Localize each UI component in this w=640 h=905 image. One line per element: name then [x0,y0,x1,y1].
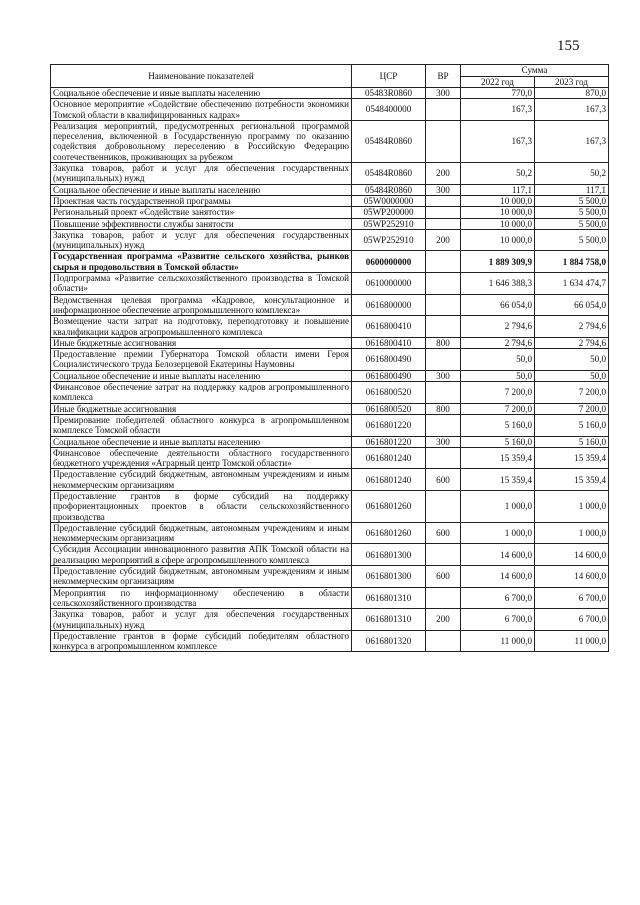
row-amount-2023: 167,3 [535,99,609,121]
row-vr [426,99,461,121]
row-csr: 05WP252910 [352,218,426,229]
row-csr: 0600000000 [352,251,426,273]
row-name: Закупка товаров, работ и услуг для обеспечения государственных (муниципальных) нужд [51,609,352,631]
row-vr: 800 [426,403,461,414]
row-amount-2022: 14 600,0 [461,544,535,566]
row-vr [426,349,461,371]
row-csr: 05483R0860 [352,88,426,99]
row-csr: 0616800490 [352,349,426,371]
row-amount-2022: 10 000,0 [461,229,535,251]
row-name: Региональный проект «Содействие занятости» [51,207,352,218]
table-row [51,163,609,185]
row-amount-2022: 167,3 [461,120,535,162]
row-name: Предоставление субсидий бюджетным, автономным учреждениям и иным некоммерческим организациям [51,469,352,491]
table-row [51,337,609,348]
table-row [51,469,609,491]
row-amount-2023: 5 500,0 [535,229,609,251]
row-vr [426,414,461,436]
table-row [51,316,609,338]
table-row [51,436,609,447]
row-csr: 0616801240 [352,447,426,469]
row-vr: 200 [426,609,461,631]
row-csr: 0616801220 [352,436,426,447]
row-vr: 300 [426,184,461,195]
row-amount-2023: 117,1 [535,184,609,195]
row-name: Проектная часть государственной программы [51,195,352,206]
row-name: Предоставление субсидий бюджетным, автономным учреждениям и иным некоммерческим организациям [51,566,352,588]
row-name: Финансовое обеспечение деятельности областного государственного бюджетного учреждения «Аграрный центр Томской области» [51,447,352,469]
row-amount-2023: 2 794,6 [535,337,609,348]
row-vr [426,630,461,652]
table-row [51,403,609,414]
row-vr [426,544,461,566]
row-amount-2022: 11 000,0 [461,630,535,652]
row-csr: 0616800410 [352,316,426,338]
row-name: Социальное обеспечение и иные выплаты населению [51,370,352,381]
row-amount-2023: 1 000,0 [535,490,609,522]
row-csr: 0616801220 [352,414,426,436]
row-amount-2023: 50,0 [535,349,609,371]
row-name: Мероприятия по информационному обеспечению в области сельскохозяйственного производства [51,587,352,609]
row-vr [426,251,461,273]
row-vr: 800 [426,337,461,348]
row-csr: 05W0000000 [352,195,426,206]
row-amount-2022: 50,0 [461,370,535,381]
row-amount-2022: 7 200,0 [461,382,535,404]
row-csr: 05WP252910 [352,229,426,251]
row-csr: 0616800520 [352,382,426,404]
row-csr: 0616800490 [352,370,426,381]
row-name: Предоставление премии Губернатора Томской области имени Героя Социалистического труда Белозерцевой Екатерины Наумовны [51,349,352,371]
row-amount-2023: 5 160,0 [535,414,609,436]
row-csr: 0616801320 [352,630,426,652]
row-amount-2022: 10 000,0 [461,207,535,218]
table-row [51,587,609,609]
row-name: Подпрограмма «Развитие сельскохозяйственного производства в Томской области» [51,273,352,295]
row-amount-2023: 6 700,0 [535,609,609,631]
row-amount-2022: 50,2 [461,163,535,185]
table-row [51,370,609,381]
row-amount-2022: 5 160,0 [461,436,535,447]
row-name: Ведомственная целевая программа «Кадровое, консультационное и информационное обеспечение агропромышленного комплекса» [51,294,352,316]
row-csr: 0616801260 [352,522,426,544]
row-csr: 0616801300 [352,566,426,588]
table-row [51,99,609,121]
row-vr [426,382,461,404]
row-vr [426,490,461,522]
row-name: Закупка товаров, работ и услуг для обеспечения государственных (муниципальных) нужд [51,229,352,251]
row-amount-2023: 2 794,6 [535,316,609,338]
row-amount-2022: 1 000,0 [461,522,535,544]
row-vr [426,316,461,338]
row-amount-2023: 50,0 [535,370,609,381]
row-vr: 600 [426,566,461,588]
row-amount-2023: 870,0 [535,88,609,99]
row-name: Иные бюджетные ассигнования [51,337,352,348]
row-name: Иные бюджетные ассигнования [51,403,352,414]
row-csr: 0616801260 [352,490,426,522]
row-csr: 05484R0860 [352,184,426,195]
row-vr [426,207,461,218]
row-amount-2022: 2 794,6 [461,337,535,348]
row-name: Возмещение части затрат на подготовку, переподготовку и повышение квалификации кадров агропромышленного комплекса [51,316,352,338]
row-name: Государственная программа «Развитие сельского хозяйства, рынков сырья и продовольствия в Томской области» [51,251,352,273]
row-amount-2023: 5 160,0 [535,436,609,447]
row-amount-2023: 50,2 [535,163,609,185]
row-vr: 300 [426,88,461,99]
row-amount-2023: 14 600,0 [535,544,609,566]
row-name: Предоставление грантов в форме субсидий на поддержку профориентационных проектов в области сельскохозяйственного производства [51,490,352,522]
header-vr: ВР [426,65,461,88]
row-name: Социальное обеспечение и иные выплаты населению [51,184,352,195]
row-name: Повышение эффективности службы занятости [51,218,352,229]
row-amount-2023: 5 500,0 [535,195,609,206]
table-row [51,490,609,522]
header-csr: ЦСР [352,65,426,88]
row-amount-2022: 5 160,0 [461,414,535,436]
row-vr [426,218,461,229]
row-amount-2023: 1 634 474,7 [535,273,609,295]
row-vr: 600 [426,522,461,544]
row-csr: 05484R0860 [352,163,426,185]
table-row [51,630,609,652]
row-amount-2022: 1 646 388,3 [461,273,535,295]
table-body [51,88,609,652]
row-amount-2023: 15 359,4 [535,447,609,469]
row-vr [426,447,461,469]
table-row [51,273,609,295]
row-amount-2022: 1 889 309,9 [461,251,535,273]
page-number: 155 [557,38,580,54]
row-vr: 200 [426,163,461,185]
row-vr: 600 [426,469,461,491]
row-amount-2022: 50,0 [461,349,535,371]
table-row [51,566,609,588]
header-year-2023: 2023 год [535,76,609,88]
table-row [51,382,609,404]
row-csr: 0616800410 [352,337,426,348]
header-row [51,65,609,77]
row-csr: 05WP200000 [352,207,426,218]
row-vr [426,294,461,316]
row-csr: 0616801310 [352,587,426,609]
table-row [51,195,609,206]
row-amount-2023: 167,3 [535,120,609,162]
row-amount-2023: 6 700,0 [535,587,609,609]
row-amount-2022: 66 054,0 [461,294,535,316]
row-csr: 05484R0860 [352,120,426,162]
row-amount-2023: 11 000,0 [535,630,609,652]
row-amount-2022: 6 700,0 [461,609,535,631]
table-row [51,251,609,273]
row-name: Социальное обеспечение и иные выплаты населению [51,436,352,447]
header-year-2022: 2022 год [461,76,535,88]
row-name: Премирование победителей областного конкурса в агропромышленном комплексе Томской области [51,414,352,436]
row-amount-2022: 117,1 [461,184,535,195]
row-amount-2022: 167,3 [461,99,535,121]
table-row [51,218,609,229]
row-name: Предоставление субсидий бюджетным, автономным учреждениям и иным некоммерческим организациям [51,522,352,544]
row-amount-2023: 66 054,0 [535,294,609,316]
row-name: Реализация мероприятий, предусмотренных региональной программой переселения, включенной в Государственную программу по оказанию содействия добровольному переселению в Российскую Федерацию соотечественников, проживающих за рубежом [51,120,352,162]
row-vr [426,120,461,162]
row-amount-2022: 10 000,0 [461,218,535,229]
table-row [51,447,609,469]
row-vr: 300 [426,370,461,381]
row-name: Основное мероприятие «Содействие обеспечению потребности экономики Томской области в квалифицированных кадрах» [51,99,352,121]
budget-table [50,64,609,652]
header-sum: Сумма [461,65,609,77]
row-csr: 0616801240 [352,469,426,491]
table-row [51,88,609,99]
row-vr [426,195,461,206]
row-amount-2023: 15 359,4 [535,469,609,491]
row-csr: 0616801300 [352,544,426,566]
row-amount-2022: 10 000,0 [461,195,535,206]
row-amount-2023: 5 500,0 [535,218,609,229]
header-name: Наименование показателей [51,65,352,88]
row-vr: 300 [426,436,461,447]
row-amount-2023: 5 500,0 [535,207,609,218]
row-amount-2023: 7 200,0 [535,382,609,404]
row-name: Субсидия Ассоциации инновационного развития АПК Томской области на реализацию мероприятий в сфере агропромышленного комплекса [51,544,352,566]
row-name: Финансовое обеспечение затрат на поддержку кадров агропромышленного комплекса [51,382,352,404]
row-csr: 0548400000 [352,99,426,121]
row-vr [426,587,461,609]
table-row [51,349,609,371]
table-row [51,229,609,251]
table-row [51,120,609,162]
table-row [51,184,609,195]
table-row [51,609,609,631]
row-name: Предоставление грантов в форме субсидий победителям областного конкурса в агропромышленном комплексе [51,630,352,652]
row-amount-2023: 7 200,0 [535,403,609,414]
row-amount-2022: 15 359,4 [461,469,535,491]
table-row [51,414,609,436]
row-name: Закупка товаров, работ и услуг для обеспечения государственных (муниципальных) нужд [51,163,352,185]
row-name: Социальное обеспечение и иные выплаты населению [51,88,352,99]
row-amount-2023: 14 600,0 [535,566,609,588]
row-amount-2022: 770,0 [461,88,535,99]
row-csr: 0616800000 [352,294,426,316]
row-amount-2022: 2 794,6 [461,316,535,338]
row-vr: 200 [426,229,461,251]
row-amount-2022: 1 000,0 [461,490,535,522]
row-amount-2022: 14 600,0 [461,566,535,588]
row-csr: 0610000000 [352,273,426,295]
row-amount-2022: 15 359,4 [461,447,535,469]
table-row [51,207,609,218]
row-csr: 0616801310 [352,609,426,631]
row-amount-2022: 7 200,0 [461,403,535,414]
row-amount-2023: 1 884 758,0 [535,251,609,273]
table-row [51,544,609,566]
row-amount-2022: 6 700,0 [461,587,535,609]
row-csr: 0616800520 [352,403,426,414]
table-row [51,294,609,316]
row-vr [426,273,461,295]
row-amount-2023: 1 000,0 [535,522,609,544]
table-row [51,522,609,544]
